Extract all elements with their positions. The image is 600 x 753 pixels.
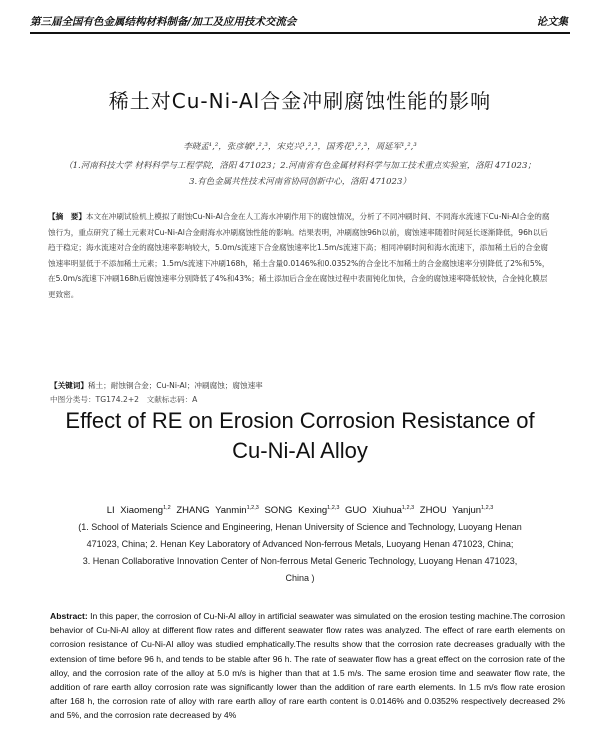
author-affil-sup: 1,2 [163,505,171,511]
chinese-abstract-label: 【摘 要】 [48,212,86,221]
english-title [40,406,560,466]
english-abstract-text: In this paper, the corrosion of Cu-Ni-Al alloy in artificial seawater was simulated on the erosion testing machine.The corrosion behavior of Cu-Ni-Al alloy at different flow rates and different seawater flow rates was analyzed. The effect of rare earth elements on corrosion resistance of Cu-Ni-Al alloy was studied emphatically.The results show that the corrosion rate decreases gradually with the extension of time before 96 h, and tends to be stable after 96 h. The rate of seawater flow has a great effect on the corrosion rate of the alloy, and the corrosion rate of the alloy at 5.0 m/s is higher than that at 1.5 m/s. The same erosion time and seawater flow rate, the addition of rare earth alloy corrosion rate was significantly lower than the addition of rare earth elements. In 1.5 m/s flow rate erosion after 168 h, the corrosion rate of alloy with rare earth alloy of rare earth content is 0.0146% and 0.0352% respectively decreased 2% and 5%, and the corrosion rate decreased by 4% [50,611,565,721]
chinese-authors: 李晓孟¹,²，张彦敏¹,²,³，宋克兴¹,²,³，国秀花¹,²,³，周延军¹,²,³ [183,142,417,152]
english-affiliation-line: (1. School of Materials Science and Engineering, Henan University of Science and Technology, Luoyang Henan [78,522,522,532]
author-affil-sup: 1,2,3 [246,505,259,511]
english-title-line: Effect of RE on Erosion Corrosion Resistance of [65,408,535,433]
english-abstract [50,609,565,723]
english-affiliation-line: China ) [285,573,315,583]
running-header [30,10,570,34]
author-name: LI Xiaomeng [106,505,164,517]
author-name: ZHOU Yanjun [419,505,482,517]
chinese-keywords-label: 【关键词】 [50,381,88,390]
chinese-title: 稀土对Cu-Ni-Al合金冲刷腐蚀性能的影响 [108,89,492,113]
classification-number: 中图分类号：TG174.2+2 文献标志码：A [50,395,198,404]
chinese-keywords-text: 稀土；耐蚀铜合金；Cu-Ni-Al；冲刷腐蚀；腐蚀速率 [87,381,263,390]
chinese-abstract [48,209,554,302]
conference-name: 第三届全国有色金属结构材料制备/加工及应用技术交流会 [30,16,297,28]
english-abstract-label: Abstract: [50,611,88,621]
author-name: GUO Xiuhua [345,505,402,517]
chinese-abstract-text: 本文在冲刷试验机上模拟了耐蚀Cu-Ni-Al合金在人工海水冲刷作用下的腐蚀情况，分析了不同冲刷时间、不同海水流速下Cu-Ni-Al合金的腐蚀行为，重点研究了稀土元素对Cu-Ni-Al合金耐海水冲刷腐蚀性能的影响。结果表明，冲刷腐蚀96h以前，腐蚀速率随着时间延长逐渐降低，96h以后趋于稳定；海水流速对合金的腐蚀速率影响较大，5.0m/s流速下合金腐蚀速率比1.5m/s流速下高；相同冲刷时间和海水流速下，添加稀土后的合金腐蚀速率明显低于不添加稀土元素；1.5m/s流速下冲刷168h，稀土含量0.0146%和0.0352%的合金比不加稀土的合金腐蚀速率分别降低了2%和5%，在5.0m/s流速下冲刷168h后腐蚀速率分别降低了4%和43%；稀土添加后合金在腐蚀过程中表面钝化加快，合金的腐蚀速率降低较快，合金钝化膜层更致密。 [48,212,550,299]
section-name: 论文集 [536,16,568,28]
english-affiliation-line: 471023, China; 2. Henan Key Laboratory of Advanced Non-ferrous Metals, Luoyang Henan 471023, China; [86,539,514,549]
author-affil-sup: 1,2,3 [401,505,415,511]
english-authors [0,505,600,516]
chinese-keywords [50,380,556,391]
author-name: SONG Kexing [264,505,328,517]
english-title-line: Cu-Ni-Al Alloy [232,438,368,463]
english-affiliations [40,519,560,587]
author-affil-sup: 1,2,3 [327,505,340,511]
chinese-affiliation-line: 3.有色金属共性技术河南省协同创新中心，洛阳 471023） [189,177,411,187]
chinese-affiliation-line: （1.河南科技大学 材料科学与工程学院，洛阳 471023；2.河南省有色金属材料科学与加工技术重点实验室，洛阳 471023； [64,161,536,171]
chinese-affiliations [30,158,570,190]
english-affiliation-line: 3. Henan Collaborative Innovation Center of Non-ferrous Metal Generic Technology, Luoyang Henan 471023, [82,556,518,566]
author-name: ZHANG Yanmin [176,505,247,517]
author-affil-sup: 1,2,3 [481,505,494,511]
